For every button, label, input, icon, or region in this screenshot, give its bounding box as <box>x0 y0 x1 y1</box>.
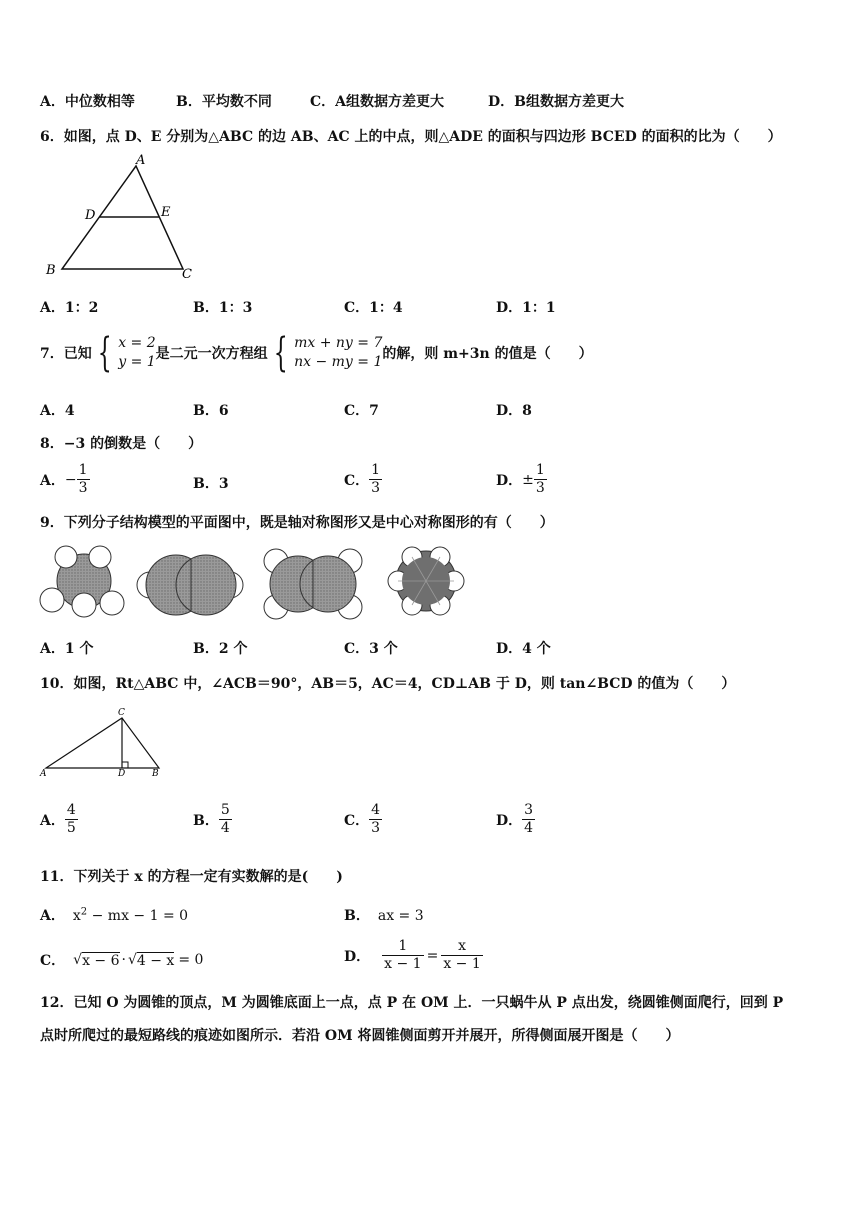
q11-option-d: D． $\frac{1}{x - 1}$ = $\frac{x}{x - 1}$ <box>344 938 481 972</box>
q7-sys1-line1: x = 2 <box>118 335 156 351</box>
molecule-3-figure <box>264 549 362 619</box>
q8-option-b: B．3 <box>193 476 229 492</box>
q10-option-a: A． $\frac{4}{5}$ <box>40 802 76 836</box>
q12-line2: 点时所爬过的最短路线的痕迹如图所示．若沿 OM 将圆锥侧面剪开并展开，所得侧面展开图是（ ） <box>40 1028 680 1044</box>
q5-option-a: A．中位数相等 <box>40 94 135 110</box>
q7-option-c: C．7 <box>344 403 379 419</box>
q10-label-b: B <box>152 769 159 779</box>
q7-middle: 是二元一次方程组 <box>155 346 268 362</box>
q9-option-d: D．4 个 <box>496 641 551 657</box>
q6-triangle-figure <box>40 152 200 282</box>
q6-option-c: C．1：4 <box>344 300 403 316</box>
q7-option-d: D．8 <box>496 403 532 419</box>
q6-label-b: B <box>46 263 56 278</box>
q6-label-e: E <box>161 205 171 220</box>
q7-system-equations: { mx + ny = 7 nx − my = 1 <box>273 330 383 376</box>
q10-label-a: A <box>40 769 47 779</box>
q9-option-a: A．1 个 <box>40 641 94 657</box>
q9-stem: 9．下列分子结构模型的平面图中，既是轴对称图形又是中心对称图形的有（ ） <box>40 515 554 531</box>
q10-stem: 10．如图，Rt△ABC 中，∠ACB＝90°，AB＝5，AC＝4，CD⊥AB 于 D，则 tan∠BCD 的值为（ ） <box>40 676 736 692</box>
q7-prefix: 7．已知 <box>40 346 92 362</box>
q7-system-solution: { x = 2 y = 1 <box>97 330 156 376</box>
q11-option-a: A． $x^2$ − mx − 1 = 0 <box>40 906 189 924</box>
q8-option-d: D． ± $\frac{1}{3}$ <box>496 462 545 496</box>
q10-option-d: D． $\frac{3}{4}$ <box>496 802 534 836</box>
molecule-1-figure <box>40 546 124 617</box>
q5-option-d: D．B组数据方差更大 <box>488 94 624 110</box>
q5-option-b: B．平均数不同 <box>176 94 272 110</box>
q7-option-b: B．6 <box>193 403 229 419</box>
q7-sys2-line2: nx − my = 1 <box>294 354 383 370</box>
q7-option-a: A．4 <box>40 403 75 419</box>
q11-stem: 11．下列关于 x 的方程一定有实数解的是( ) <box>40 869 343 885</box>
q6-option-a: A．1：2 <box>40 300 99 316</box>
q7-suffix: 的解，则 m+3n 的值是（ ） <box>382 346 593 362</box>
q6-label-d: D <box>85 208 96 223</box>
q6-option-b: B．1：3 <box>193 300 253 316</box>
q11-option-b: B． ax = 3 <box>344 908 424 924</box>
q6-stem: 6．如图，点 D、E 分别为△ABC 的边 AB、AC 上的中点，则△ADE 的面积与四边形 BCED 的面积的比为（ ） <box>40 129 782 145</box>
q10-label-d: D <box>118 769 126 779</box>
q8-option-c: C． $\frac{1}{3}$ <box>344 462 381 496</box>
q12-line1: 12．已知 O 为圆锥的顶点，M 为圆锥底面上一点，点 P 在 OM 上．一只蜗牛从 P 点出发，绕圆锥侧面爬行，回到 P <box>40 995 784 1011</box>
q7-sys1-line2: y = 1 <box>118 354 156 370</box>
q10-option-b: B． $\frac{5}{4}$ <box>193 802 230 836</box>
q6-label-a: A <box>136 153 146 168</box>
q10-label-c: C <box>118 708 125 718</box>
q9-option-c: C．3 个 <box>344 641 398 657</box>
q7-stem <box>40 330 593 376</box>
q5-option-c: C．A组数据方差更大 <box>310 94 445 110</box>
q8-stem: 8．−3 的倒数是（ ） <box>40 436 203 452</box>
q6-label-c: C <box>182 267 192 282</box>
q9-molecule-figures <box>38 545 468 625</box>
q10-right-triangle-figure <box>38 702 168 780</box>
q7-sys2-line1: mx + ny = 7 <box>294 335 383 351</box>
q11-option-c: C． √ x − 6 · √ 4 − x = 0 <box>40 952 204 969</box>
q8-option-a: A． − $\frac{1}{3}$ <box>40 462 88 496</box>
q10-option-c: C． $\frac{4}{3}$ <box>344 802 381 836</box>
molecule-4-figure <box>388 547 464 615</box>
molecule-2-figure <box>137 555 243 615</box>
q6-option-d: D．1：1 <box>496 300 556 316</box>
q9-option-b: B．2 个 <box>193 641 248 657</box>
